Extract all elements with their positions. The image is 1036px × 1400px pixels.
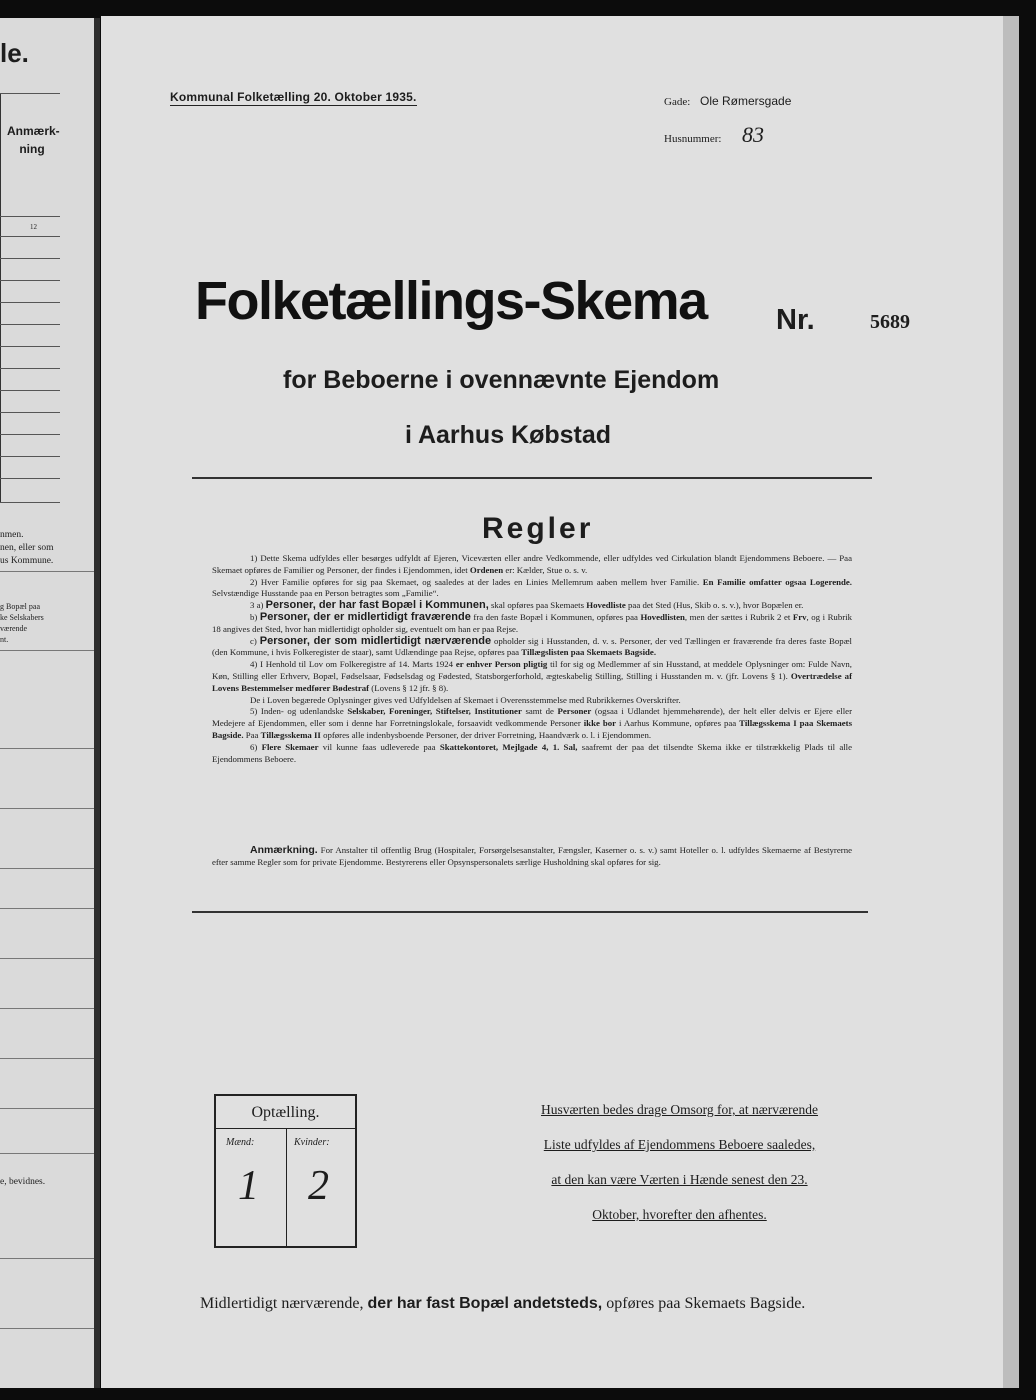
rule-3a: 3 a) Personer, der har fast Bopæl i Kommunen, skal opføres paa Skemaets Hovedliste paa det Sted (Hus, Skib o. s. v.), hvor Bopælen er. xyxy=(250,599,804,612)
house-number-value: 83 xyxy=(742,122,764,147)
left-page-text: us Kommune. xyxy=(0,556,54,566)
left-page-rule xyxy=(0,478,60,479)
men-count: 1 xyxy=(238,1163,259,1209)
left-page-rule xyxy=(0,502,60,503)
left-page-rule xyxy=(0,258,60,259)
left-page-rule xyxy=(0,808,94,809)
rule-4b: De i Loven begærede Oplysninger gives ved Udfyldelsen af Skemaet i Overensstemmelse med Rubrikkernes Overskrifter. xyxy=(250,694,681,705)
count-box xyxy=(214,1094,357,1248)
form-number-value: 5689 xyxy=(870,311,910,333)
remark xyxy=(212,845,852,869)
left-page-text: nen, eller som xyxy=(0,543,54,553)
page-edge xyxy=(1003,16,1019,1388)
left-page-rule xyxy=(0,748,94,749)
left-page-rule xyxy=(0,93,60,94)
rule-3b: b) Personer, der er midlertidigt fraværende fra den faste Bopæl i Kommunen, opføres paa Hovedlisten, men der sættes i Rubrik 2 et Frv, og i Rubrik 18 angives det Sted, hvor han midlertidigt opholder sig, eventuelt om han er paa Rejse. xyxy=(212,610,853,634)
divider xyxy=(192,477,872,479)
left-page-rule xyxy=(0,280,60,281)
left-page-rule xyxy=(0,868,94,869)
form-number-label: Nr. xyxy=(776,304,815,336)
count-box-column-divider xyxy=(286,1128,287,1246)
left-page-rule xyxy=(0,216,60,217)
left-page-rule xyxy=(0,236,60,237)
left-page-rule xyxy=(0,1328,94,1329)
landlord-notice-line: at den kan være Værten i Hænde senest den 23. xyxy=(551,1172,808,1187)
binding-gutter xyxy=(94,18,100,1388)
left-page-column-number: 12 xyxy=(30,223,37,231)
footer-note: Midlertidigt nærværende, der har fast Bopæl andetsteds, opføres paa Skemaets Bagside. xyxy=(200,1295,806,1312)
left-page-rule xyxy=(0,324,60,325)
left-page-text: værende xyxy=(0,624,28,633)
left-page-title-fragment: le. xyxy=(0,38,29,68)
remark-text: For Anstalter til offentlig Brug (Hospitaler, Forsørgelsesanstalter, Fængsler, Kaserner o. s. v.) samt Hoteller o. l. udfyldes Skemaerne af Bestyrerne efter samme Regler som for private Ejendomme. Bestyrerens eller Opsynspersonalets særlige Husholdning skal opføres for sig. xyxy=(212,845,852,867)
left-page-text: g Bopæl paa xyxy=(0,602,40,611)
house-number-label: Husnummer: xyxy=(664,133,722,145)
left-page-column-header: Anmærk- ning xyxy=(7,124,60,156)
left-page-rule xyxy=(0,650,94,651)
women-count: 2 xyxy=(308,1163,329,1209)
left-page-rule xyxy=(0,571,94,572)
rule-1: 1) Dette Skema udfyldes eller besørges udfyldt af Ejeren, Viceværten eller andre Vedkommende, eller udfyldes ved Cirkulation blandt Ejendommens Beboere. — Paa Skemaet opføres de Familier og Personer, der findes i Ejendommen, idet Ordenen er: Kælder, Stue o. s. v. xyxy=(212,553,852,575)
form-title: Folketællings-Skema xyxy=(195,271,707,331)
left-page-rule xyxy=(0,302,60,303)
men-label: Mænd: xyxy=(226,1137,255,1148)
rules-heading: Regler xyxy=(482,512,594,545)
left-page-rule xyxy=(0,1153,94,1154)
street-label: Gade: xyxy=(664,96,691,108)
left-page-rule xyxy=(0,1058,94,1059)
previous-page-fragment xyxy=(0,18,94,1388)
left-page-text: nmen. xyxy=(0,530,24,540)
rule-4: 4) I Henhold til Lov om Folkeregistre af 14. Marts 1924 er enhver Person pligtig til for sig og Medlemmer af sin Husstand, at meddele Oplysninger om: Fulde Navn, Køn, Stilling eller Erhverv, Bopæl, Fødselsaar, Fødselsdag og Fødested, Statsborgerforhold, ægteskabelig Stilling, Stilling i Husstanden m. v. (jfr. Lovens § 1). Overtrædelse af Lovens Bestemmelser medfører Bødestraf (Lovens § 12 jfr. § 8). xyxy=(212,659,853,693)
rule-2: 2) Hver Familie opføres for sig paa Skemaet, og saaledes at der lades en Linies Mellemrum aaben mellem hver Familie. En Familie omfatter ogsaa Logerende. Selvstændige Husstande paa en Person betragtes som „Familie“. xyxy=(212,576,852,599)
form-subtitle: for Beboerne i ovennævnte Ejendom xyxy=(283,366,720,394)
left-page-rule xyxy=(0,456,60,457)
remark-label: Anmærkning. xyxy=(250,844,318,856)
rules-text xyxy=(212,553,852,765)
count-title: Optælling. xyxy=(251,1104,320,1121)
landlord-notice-line: Liste udfyldes af Ejendommens Beboere saaledes, xyxy=(543,1137,816,1152)
left-page-rule xyxy=(0,368,60,369)
landlord-notice-line: Oktober, hvorefter den afhentes. xyxy=(592,1207,767,1222)
rule-3c: c) Personer, der som midlertidigt nærværende opholder sig i Husstanden, d. v. s. Personer, der ved Tællingen er fraværende fra deres faste Bopæl (den Kommune, i hvis Folkeregister de staar), samt Udlændinge paa Rejse, opføres paa Tillægslisten paa Skemaets Bagside. xyxy=(212,634,853,658)
left-page-column-line xyxy=(0,93,1,503)
census-header: Kommunal Folketælling 20. Oktober 1935. xyxy=(170,90,417,104)
rule-5: 5) Inden- og udenlandske Selskaber, Foreninger, Stiftelser, Institutioner samt de Personer (ogsaa i Udlandet hjemmehørende), der helt eller delvis er Ejere eller Medejere af Ejendommen, eller som i denne har Forretningslokale, forsaavidt vedkommende Personer ikke bor i Aarhus Kommune, opføres paa Tillægsskema I paa Skemaets Bagside. Paa Tillægsskema II opføres alle indenbysboende Personer, der driver Forretning, Haandværk o. l. i Ejendommen. xyxy=(212,706,853,740)
left-page-rule xyxy=(0,1008,94,1009)
street-value: Ole Rømersgade xyxy=(700,94,792,108)
left-page-rule xyxy=(0,412,60,413)
left-page-rule xyxy=(0,908,94,909)
left-page-text: e, bevidnes. xyxy=(0,1177,46,1187)
left-page-rule xyxy=(0,390,60,391)
left-page-text: nt. xyxy=(0,635,9,644)
left-page-rule xyxy=(0,958,94,959)
left-page-rule xyxy=(0,434,60,435)
left-page-rule xyxy=(0,346,60,347)
rule-6: 6) Flere Skemaer vil kunne faas udleverede paa Skattekontoret, Mejlgade 4, 1. Sal, saafremt der paa det tilsendte Skema ikke er tilstrækkelig Plads til alle Ejendommens Beboere. xyxy=(212,741,853,764)
landlord-notice-line: Husværten bedes drage Omsorg for, at nærværende xyxy=(540,1102,819,1117)
form-subtitle-city: i Aarhus Købstad xyxy=(405,421,612,449)
women-label: Kvinder: xyxy=(294,1137,330,1148)
left-page-text: ke Selskabers xyxy=(0,613,44,622)
left-page-rule xyxy=(0,1258,94,1259)
divider xyxy=(192,911,868,913)
left-page-rule xyxy=(0,1108,94,1109)
